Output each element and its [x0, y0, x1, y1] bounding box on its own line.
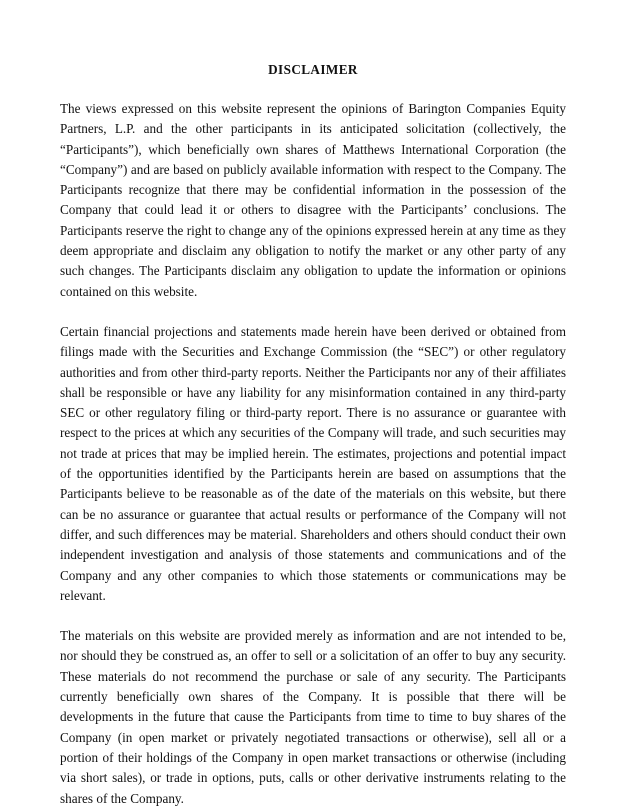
disclaimer-paragraph-2: Certain financial projections and statements made herein have been derived or obtained from filings made with the Securities and Exchange Commission (the “SEC”) or other regulatory authorities and from other third-party reports. Neither the Participants nor any of their affiliates shall be responsible or have any liability for any misinformation contained in any third-party SEC or other regulatory filing or third-party report. There is no assurance or guarantee with respect to the prices at which any securities of the Company will trade, and such securities may not trade at prices that may be implied herein. The estimates, projections and potential impact of the opportunities identified by the Participants herein are based on assumptions that the Participants believe to be reasonable as of the date of the materials on this website, but there can be no assurance or guarantee that actual results or performance of the Company will not differ, and such differences may be material. Shareholders and others should conduct their own independent investigation and analysis of those statements and communications and of the Company and any other companies to which those statements or communications may be relevant.: [60, 323, 566, 603]
disclaimer-paragraph-3: The materials on this website are provided merely as information and are not intended to be, nor should they be construed as, an offer to sell or a solicitation of an offer to buy any security. These materials do not recommend the purchase or sale of any security. The Participants currently beneficially own shares of the Company. It is possible that there will be developments in the future that cause the Participants from time to time to buy shares of the Company (in open market or privately negotiated transactions or otherwise), sell all or a portion of their holdings of the Company in open market transactions or otherwise (including via short sales), or trade in options, puts, calls or other derivative instruments relating to the shares of the Company.: [60, 628, 566, 806]
disclaimer-paragraph-1: The views expressed on this website represent the opinions of Barington Companies Equity Partners, L.P. and the other participants in its anticipated solicitation (collectively, the “Participants”), which beneficially own shares of Matthews International Corporation (the “Company”) and are based on publicly available information with respect to the Company. The Participants recognize that there may be confidential information in the possession of the Company that could lead it or others to disagree with the Participants’ conclusions. The Participants reserve the right to change any of the opinions expressed herein at any time as they deem appropriate and disclaim any obligation to notify the market or any other party of any such changes. The Participants disclaim any obligation to update the information or opinions contained on this website.: [60, 101, 566, 299]
page-title: DISCLAIMER: [268, 62, 358, 77]
document-body: [60, 99, 566, 809]
